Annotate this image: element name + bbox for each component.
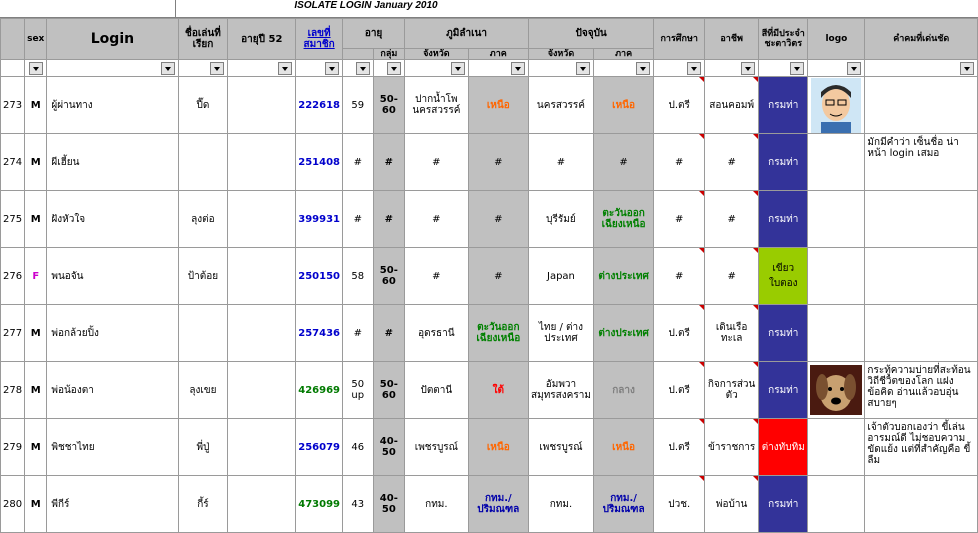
header-age-val (342, 49, 373, 60)
occupation-cell: # (705, 191, 759, 248)
header-ayu52: อายุปี 52 (228, 19, 296, 60)
occupation-cell: กิจการส่วนตัว (705, 362, 759, 419)
nickname-cell: พี่ปู่ (178, 419, 228, 476)
occupation-cell: เดินเรือทะเล (705, 305, 759, 362)
row-number: 277 (1, 305, 25, 362)
login-cell: พ่อกล้วยปิ้ง (47, 305, 178, 362)
header-note: คำคมที่เด่นชัด (865, 19, 978, 60)
filter-cell (865, 60, 978, 77)
header-age-group: กลุ่ม (373, 49, 405, 60)
nickname-cell (178, 134, 228, 191)
age-group-cell: 40-50 (373, 476, 405, 533)
note-cell: เจ้าตัวบอกเองว่า ขี้เล่น อารมณ์ดี ไม่ชอบความขัดแย้ง แต่ที่สำคัญคือ ขี้ลืม (865, 419, 978, 476)
age-group-cell: # (373, 305, 405, 362)
age-group-cell: # (373, 134, 405, 191)
filter-dropdown-icon[interactable] (741, 62, 755, 75)
status-color-cell: กรมท่า (759, 362, 808, 419)
home-province-cell: อุดรธานี (405, 305, 469, 362)
row-number: 274 (1, 134, 25, 191)
age-group-cell: 50-60 (373, 248, 405, 305)
member-no-cell: 257436 (296, 305, 343, 362)
table-row (1, 191, 978, 248)
cur-province-cell: บุรีรัมย์ (529, 191, 594, 248)
age-cell: # (342, 305, 373, 362)
ayu52-cell (228, 248, 296, 305)
filter-dropdown-icon[interactable] (29, 62, 43, 75)
filter-cell (759, 60, 808, 77)
spreadsheet-table (0, 18, 978, 533)
occupation-cell: สอนคอมพ์ (705, 77, 759, 134)
row-number: 280 (1, 476, 25, 533)
filter-dropdown-icon[interactable] (790, 62, 804, 75)
login-cell: ฝังหัวใจ (47, 191, 178, 248)
table-row (1, 248, 978, 305)
login-cell: พิชชาไทย (47, 419, 178, 476)
member-no-cell: 251408 (296, 134, 343, 191)
education-cell: ป.ตรี (654, 305, 705, 362)
login-cell: ผู้ผ่านทาง (47, 77, 178, 134)
member-no-cell: 222618 (296, 77, 343, 134)
nickname-cell: กี้ร์ (178, 476, 228, 533)
row-number: 273 (1, 77, 25, 134)
home-province-cell: ปากน้ำโพ นครสวรรค์ (405, 77, 469, 134)
status-color-cell: เขียวใบตอง (759, 248, 808, 305)
filter-dropdown-icon[interactable] (511, 62, 525, 75)
cartoon-face-icon (811, 78, 861, 133)
header-nickname: ชื่อเล่นที่เรียก (178, 19, 228, 60)
education-cell: ป.ตรี (654, 77, 705, 134)
header-occupation: อาชีพ (705, 19, 759, 60)
filter-cell (529, 60, 594, 77)
ayu52-cell (228, 134, 296, 191)
filter-cell (468, 60, 528, 77)
filter-cell (705, 60, 759, 77)
member-no-cell: 256079 (296, 419, 343, 476)
home-region-cell: # (468, 134, 528, 191)
filter-dropdown-icon[interactable] (356, 62, 370, 75)
occupation-cell: # (705, 134, 759, 191)
occupation-cell: พ่อบ้าน (705, 476, 759, 533)
status-color-cell: ต่างทับทิม (759, 419, 808, 476)
nickname-cell: ลุงเขย (178, 362, 228, 419)
filter-cell (808, 60, 865, 77)
education-cell: # (654, 248, 705, 305)
dog-face-icon (810, 365, 862, 415)
filter-dropdown-icon[interactable] (960, 62, 974, 75)
home-region-cell: # (468, 191, 528, 248)
cur-province-cell: นครสวรรค์ (529, 77, 594, 134)
logo-cell (808, 305, 865, 362)
age-cell: 43 (342, 476, 373, 533)
home-region-cell: กทม./ ปริมณฑล (468, 476, 528, 533)
logo-cell (808, 191, 865, 248)
note-cell (865, 248, 978, 305)
education-cell: # (654, 191, 705, 248)
logo-cell (808, 476, 865, 533)
note-cell (865, 77, 978, 134)
sheet-title-row (0, 0, 978, 18)
login-cell: พ่อน้องตา (47, 362, 178, 419)
filter-cell (228, 60, 296, 77)
nickname-cell (178, 305, 228, 362)
filter-cell (342, 60, 373, 77)
status-color-cell: กรมท่า (759, 134, 808, 191)
table-row (1, 362, 978, 419)
header-member-no: เลขที่สมาชิก (296, 19, 343, 60)
filter-dropdown-icon[interactable] (451, 62, 465, 75)
data-rows (1, 77, 978, 533)
filter-cell (178, 60, 228, 77)
table-row (1, 134, 978, 191)
member-no-cell: 473099 (296, 476, 343, 533)
filter-dropdown-icon[interactable] (687, 62, 701, 75)
home-region-cell: เหนือ (468, 77, 528, 134)
cur-region-cell: ตะวันออกเฉียงเหนือ (593, 191, 653, 248)
table-row (1, 476, 978, 533)
sex-cell: M (25, 362, 47, 419)
education-cell: ป.ตรี (654, 362, 705, 419)
autofilter-row (1, 60, 978, 77)
filter-dropdown-icon[interactable] (278, 62, 292, 75)
logo-cell (808, 77, 865, 134)
filter-cell (25, 60, 47, 77)
cur-province-cell: กทม. (529, 476, 594, 533)
education-cell: ปวช. (654, 476, 705, 533)
nickname-cell: ป้าต้อย (178, 248, 228, 305)
home-province-cell: เพชรบูรณ์ (405, 419, 469, 476)
member-no-cell: 426969 (296, 362, 343, 419)
home-region-cell: ตะวันออกเฉียงเหนือ (468, 305, 528, 362)
table-row (1, 305, 978, 362)
cur-region-cell: # (593, 134, 653, 191)
cur-region-cell: เหนือ (593, 419, 653, 476)
cur-region-cell: ต่างประเทศ (593, 305, 653, 362)
sex-cell: M (25, 419, 47, 476)
title-blank-cell (0, 0, 176, 18)
logo-cell (808, 134, 865, 191)
note-cell: กระทู้ความบ่ายที่สะท้อนวิถีชีวิตของโลก แฝงข้อคิด อ่านแล้วอบอุ่นสบายๆ (865, 362, 978, 419)
header-rownum (1, 19, 25, 60)
age-cell: 46 (342, 419, 373, 476)
header-sex: sex (25, 19, 47, 60)
home-province-cell: # (405, 248, 469, 305)
cur-province-cell: # (529, 134, 594, 191)
row-number: 275 (1, 191, 25, 248)
ayu52-cell (228, 305, 296, 362)
cur-province-cell: ไทย / ต่างประเทศ (529, 305, 594, 362)
header-education: การศึกษา (654, 19, 705, 60)
age-cell: # (342, 134, 373, 191)
filter-dropdown-icon[interactable] (387, 62, 401, 75)
filter-dropdown-icon[interactable] (161, 62, 175, 75)
home-province-cell: ปัตตานี (405, 362, 469, 419)
filter-cell (373, 60, 405, 77)
home-region-cell: # (468, 248, 528, 305)
sex-cell: M (25, 476, 47, 533)
home-province-cell: กทม. (405, 476, 469, 533)
sex-cell: M (25, 134, 47, 191)
education-cell: # (654, 134, 705, 191)
home-region-cell: ใต้ (468, 362, 528, 419)
filter-dropdown-icon[interactable] (636, 62, 650, 75)
header-row (1, 19, 978, 49)
logo-cell (808, 419, 865, 476)
cur-region-cell: กลาง (593, 362, 653, 419)
age-group-cell: 40-50 (373, 419, 405, 476)
note-cell: มักมีคำว่า เซ็นชื่อ น่าหน้า login เสมอ (865, 134, 978, 191)
header-favorite-color: สีที่มีประจำชะตาวิตร (759, 19, 808, 60)
sex-cell: F (25, 248, 47, 305)
logo-cell (808, 248, 865, 305)
filter-dropdown-icon[interactable] (325, 62, 339, 75)
filter-cell (47, 60, 178, 77)
filter-cell (654, 60, 705, 77)
ayu52-cell (228, 77, 296, 134)
nickname-cell: ปี๊ด (178, 77, 228, 134)
filter-cell (1, 60, 25, 77)
header-cur-region: ภาค (593, 49, 653, 60)
row-number: 279 (1, 419, 25, 476)
age-cell: 58 (342, 248, 373, 305)
table-row (1, 419, 978, 476)
cur-region-cell: กทม./ ปริมณฑล (593, 476, 653, 533)
sex-cell: M (25, 305, 47, 362)
member-no-cell: 399931 (296, 191, 343, 248)
note-cell (865, 305, 978, 362)
age-cell: 50 up (342, 362, 373, 419)
header-login: Login (47, 19, 178, 60)
nickname-cell: ลุงต่อ (178, 191, 228, 248)
status-color-cell: กรมท่า (759, 77, 808, 134)
occupation-cell: # (705, 248, 759, 305)
header-logo: logo (808, 19, 865, 60)
cur-province-cell: เพชรบูรณ์ (529, 419, 594, 476)
note-cell (865, 476, 978, 533)
home-region-cell: เหนือ (468, 419, 528, 476)
filter-cell (405, 60, 469, 77)
header-current: ปัจจุบัน (529, 19, 654, 49)
cur-region-cell: ต่างประเทศ (593, 248, 653, 305)
cur-region-cell: เหนือ (593, 77, 653, 134)
age-group-cell: 50-60 (373, 77, 405, 134)
sheet-title: ISOLATE LOGIN January 2010 (294, 0, 438, 11)
filter-dropdown-icon[interactable] (847, 62, 861, 75)
age-cell: 59 (342, 77, 373, 134)
filter-dropdown-icon[interactable] (210, 62, 224, 75)
ayu52-cell (228, 191, 296, 248)
header-home-region: ภาค (468, 49, 528, 60)
header-home-province: จังหวัด (405, 49, 469, 60)
row-number: 278 (1, 362, 25, 419)
header-age: อายุ (342, 19, 404, 49)
logo-cell (808, 362, 865, 419)
login-cell: ผีเฮี้ยน (47, 134, 178, 191)
header-cur-province: จังหวัด (529, 49, 594, 60)
ayu52-cell (228, 362, 296, 419)
row-number: 276 (1, 248, 25, 305)
login-cell: พนอจัน (47, 248, 178, 305)
filter-cell (296, 60, 343, 77)
sex-cell: M (25, 191, 47, 248)
ayu52-cell (228, 476, 296, 533)
occupation-cell: ข้าราชการ (705, 419, 759, 476)
filter-cell (593, 60, 653, 77)
note-cell (865, 191, 978, 248)
header-hometown: ภูมิลำเนา (405, 19, 529, 49)
age-group-cell: 50-60 (373, 362, 405, 419)
cur-province-cell: อัมพวา สมุทรสงคราม (529, 362, 594, 419)
login-cell: พีกีร์ (47, 476, 178, 533)
status-color-cell: กรมท่า (759, 476, 808, 533)
filter-dropdown-icon[interactable] (576, 62, 590, 75)
status-color-cell: กรมท่า (759, 191, 808, 248)
sex-cell: M (25, 77, 47, 134)
home-province-cell: # (405, 191, 469, 248)
ayu52-cell (228, 419, 296, 476)
status-color-cell: กรมท่า (759, 305, 808, 362)
age-group-cell: # (373, 191, 405, 248)
home-province-cell: # (405, 134, 469, 191)
table-row (1, 77, 978, 134)
member-no-cell: 250150 (296, 248, 343, 305)
age-cell: # (342, 191, 373, 248)
education-cell: ป.ตรี (654, 419, 705, 476)
cur-province-cell: Japan (529, 248, 594, 305)
